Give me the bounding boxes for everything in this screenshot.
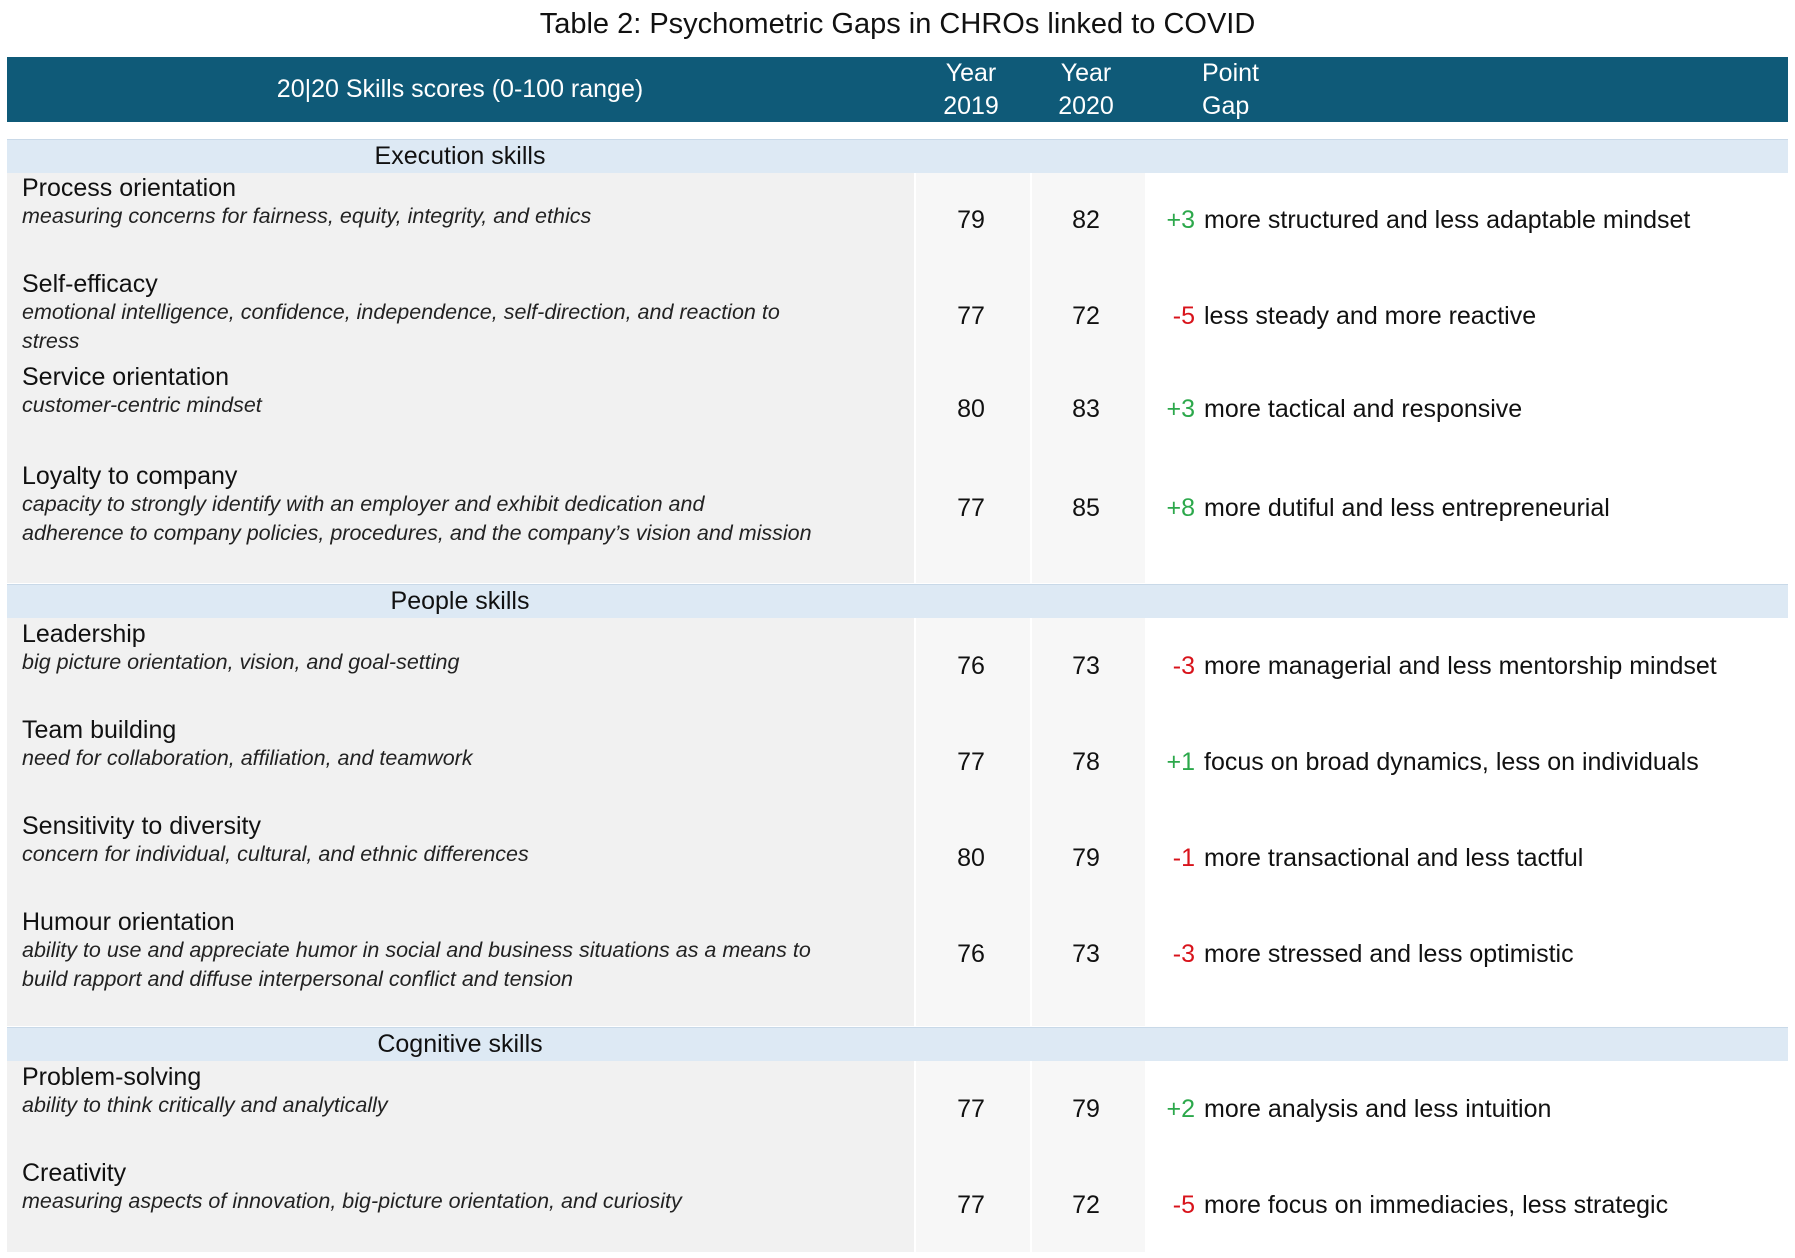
gap-interpretation: more managerial and less mentorship mindset	[1204, 652, 1717, 680]
score-2019: 77	[957, 1191, 985, 1219]
header-skills-label: 20|20 Skills scores (0-100 range)	[276, 75, 644, 103]
section-header-cognitive	[7, 1027, 1788, 1061]
point-gap: -3	[1172, 940, 1195, 968]
score-2020: 78	[1072, 748, 1100, 776]
score-2020: 72	[1072, 302, 1100, 330]
section-header-people	[7, 584, 1788, 618]
gap-interpretation: more tactical and responsive	[1204, 395, 1523, 423]
score-2020: 73	[1072, 940, 1100, 968]
header-point-gap-line2: Gap	[1202, 92, 1250, 120]
gap-interpretation: more stressed and less optimistic	[1204, 940, 1574, 968]
section-label: Execution skills	[374, 142, 546, 170]
section-label: Cognitive skills	[377, 1030, 543, 1058]
skill-name: Sensitivity to diversity	[22, 812, 261, 840]
header-year-2019-line2: 2019	[943, 92, 999, 120]
score-2019: 77	[957, 748, 985, 776]
point-gap: +1	[1166, 748, 1195, 776]
skill-name: Team building	[22, 716, 177, 744]
skill-name: Problem-solving	[22, 1063, 202, 1091]
gap-interpretation: more dutiful and less entrepreneurial	[1204, 494, 1610, 522]
skill-description-line1: customer-centric mindset	[22, 393, 262, 417]
score-2020: 85	[1072, 494, 1100, 522]
table-title: Table 2: Psychometric Gaps in CHROs linked to COVID	[539, 8, 1256, 40]
score-2019: 76	[957, 652, 985, 680]
point-gap: -5	[1172, 1191, 1195, 1219]
gap-interpretation: more transactional and less tactful	[1204, 844, 1584, 872]
score-2019: 79	[957, 206, 985, 234]
skill-description-line2: adherence to company policies, procedures, and the company’s vision and mission	[22, 521, 812, 545]
skill-name: Self-efficacy	[22, 270, 158, 298]
header-year-2020	[1029, 57, 1143, 123]
skill-name: Leadership	[22, 620, 146, 648]
score-2020: 72	[1072, 1191, 1100, 1219]
column-gap-bg	[1147, 1061, 1788, 1252]
score-2020: 83	[1072, 395, 1100, 423]
skill-name: Process orientation	[22, 174, 237, 202]
skill-description-line1: big picture orientation, vision, and goal-setting	[22, 650, 460, 674]
score-2020: 79	[1072, 1095, 1100, 1123]
score-2019: 77	[957, 1095, 985, 1123]
skill-description-line1: ability to use and appreciate humor in social and business situations as a means to	[22, 938, 811, 962]
section-label: People skills	[390, 587, 530, 615]
point-gap: -1	[1172, 844, 1195, 872]
point-gap: +3	[1166, 395, 1195, 423]
point-gap: +8	[1166, 494, 1195, 522]
skill-description-line1: measuring aspects of innovation, big-picture orientation, and curiosity	[22, 1189, 682, 1213]
gap-interpretation: more structured and less adaptable mindset	[1204, 206, 1691, 234]
point-gap: -3	[1172, 652, 1195, 680]
score-2020: 82	[1072, 206, 1100, 234]
column-2019-bg	[916, 1061, 1030, 1252]
table-header	[7, 57, 1788, 122]
score-2019: 80	[957, 395, 985, 423]
section-header-execution	[7, 139, 1788, 173]
skill-description-line2: build rapport and diffuse interpersonal conflict and tension	[22, 967, 573, 991]
skill-name: Creativity	[22, 1159, 127, 1187]
gap-interpretation: focus on broad dynamics, less on individuals	[1204, 748, 1699, 776]
score-2020: 73	[1072, 652, 1100, 680]
header-year-2019	[913, 57, 1029, 123]
header-year-2020-line2: 2020	[1058, 92, 1114, 120]
column-2020-bg	[1032, 1061, 1145, 1252]
score-2019: 80	[957, 844, 985, 872]
header-point-gap	[1202, 57, 1402, 123]
skill-name: Service orientation	[22, 363, 230, 391]
header-year-2019-line1: Year	[945, 59, 997, 87]
score-2019: 76	[957, 940, 985, 968]
skill-description-line1: ability to think critically and analytically	[22, 1093, 388, 1117]
skill-description-line2: stress	[22, 329, 80, 353]
point-gap: +2	[1166, 1095, 1195, 1123]
header-point-gap-line1: Point	[1202, 59, 1259, 87]
gap-interpretation: less steady and more reactive	[1204, 302, 1537, 330]
skill-description-line1: need for collaboration, affiliation, and teamwork	[22, 746, 473, 770]
skill-name: Loyalty to company	[22, 462, 238, 490]
skill-description-line1: concern for individual, cultural, and ethnic differences	[22, 842, 529, 866]
skill-description-line1: capacity to strongly identify with an employer and exhibit dedication and	[22, 492, 705, 516]
skill-name: Humour orientation	[22, 908, 235, 936]
score-2019: 77	[957, 302, 985, 330]
score-2020: 79	[1072, 844, 1100, 872]
score-2019: 77	[957, 494, 985, 522]
gap-interpretation: more focus on immediacies, less strategic	[1204, 1191, 1669, 1219]
skill-description-line1: measuring concerns for fairness, equity, integrity, and ethics	[22, 204, 592, 228]
gap-interpretation: more analysis and less intuition	[1204, 1095, 1552, 1123]
header-year-2020-line1: Year	[1060, 59, 1112, 87]
point-gap: +3	[1166, 206, 1195, 234]
point-gap: -5	[1172, 302, 1195, 330]
skill-description-line1: emotional intelligence, confidence, independence, self-direction, and reaction to	[22, 300, 780, 324]
